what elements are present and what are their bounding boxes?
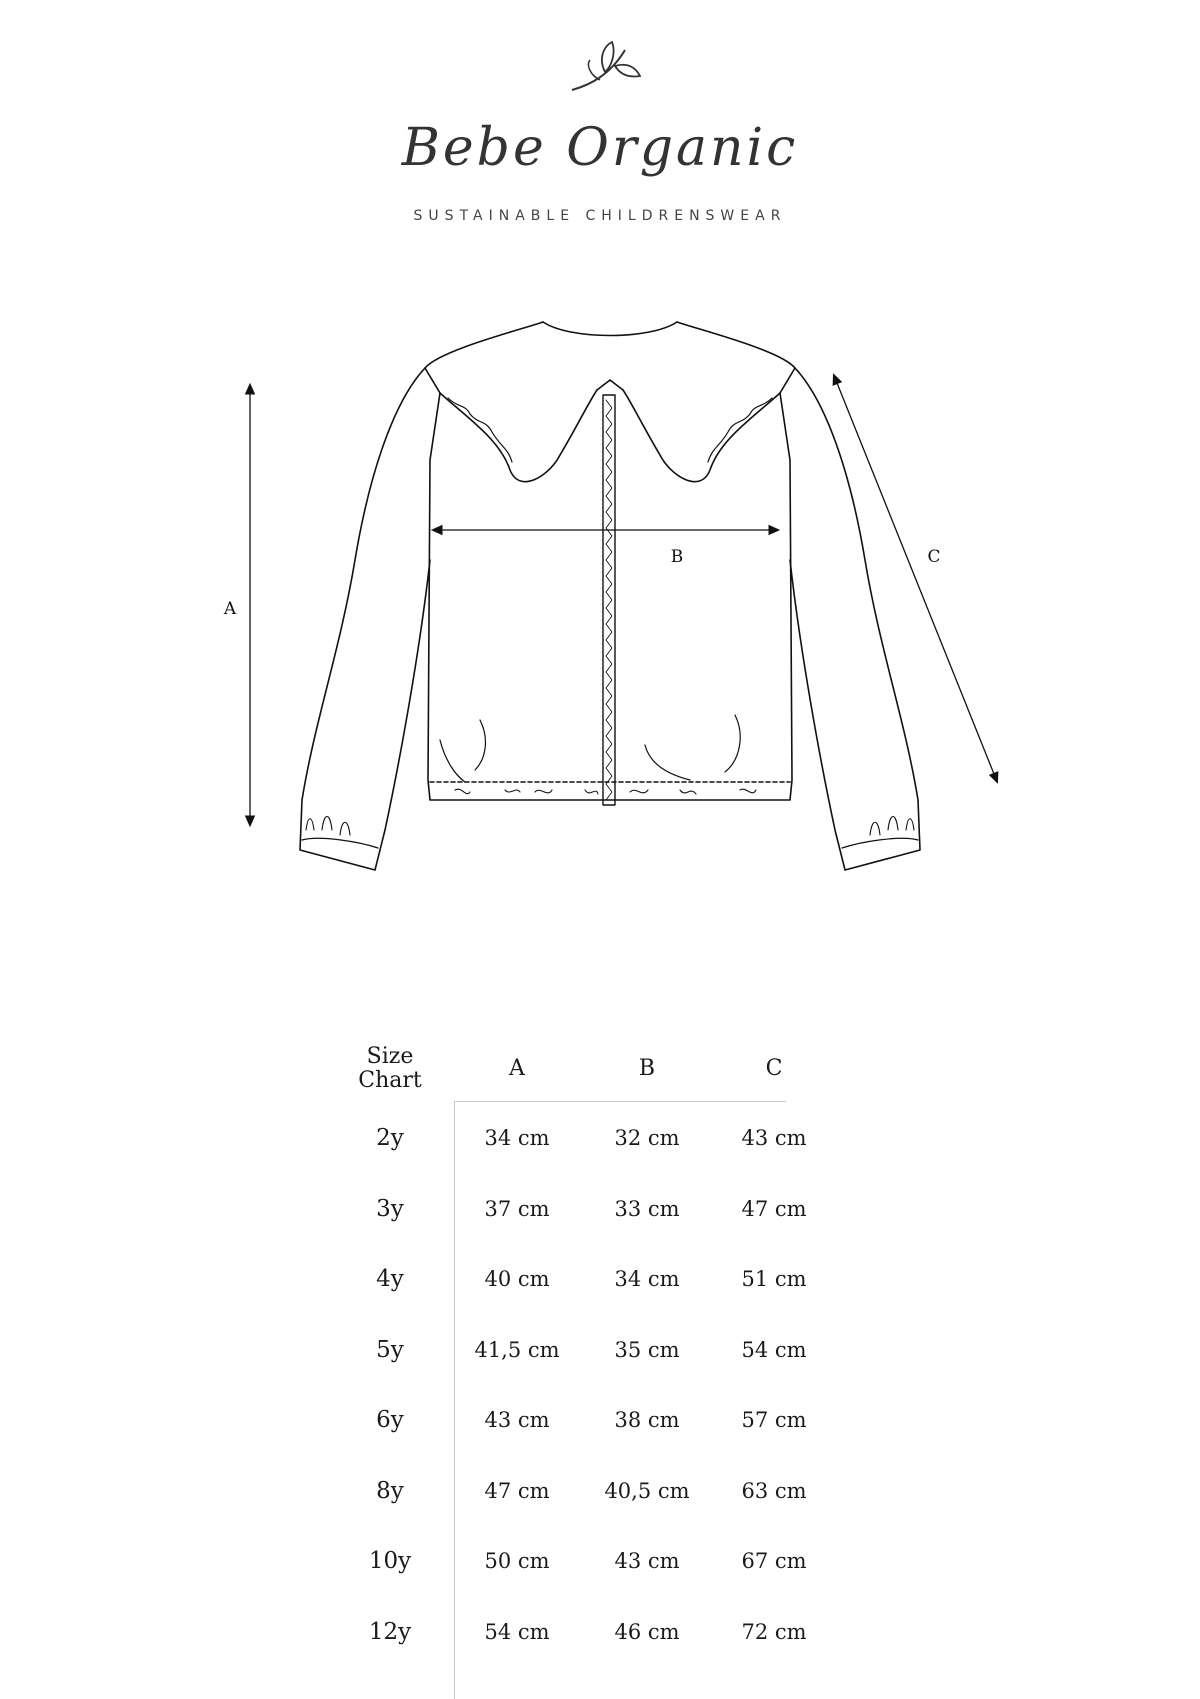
table-row: [350, 1405, 850, 1475]
measurement-a-cell: 54 cm: [484, 1619, 550, 1644]
measurement-a-cell: 43 cm: [484, 1408, 550, 1432]
measurement-b-cell: 40,5 cm: [604, 1478, 690, 1503]
header-divider: [454, 1101, 786, 1102]
table-row: [350, 1123, 850, 1193]
size-cell: 4y: [376, 1266, 404, 1292]
measurement-b-cell: 43 cm: [614, 1549, 680, 1573]
measurement-c-cell: 54 cm: [741, 1337, 807, 1362]
measurement-c-cell: 47 cm: [741, 1196, 807, 1221]
size-cell: 6y: [376, 1407, 404, 1433]
size-cell: 8y: [376, 1477, 404, 1504]
size-cell: 2y: [376, 1125, 404, 1151]
dimension-b-label: B: [670, 547, 684, 567]
measurement-b-cell: 33 cm: [614, 1196, 680, 1221]
measurement-c-cell: 43 cm: [741, 1126, 807, 1150]
size-cell: 5y: [376, 1336, 404, 1363]
table-row: [350, 1335, 850, 1405]
table-row: [350, 1617, 850, 1687]
measurement-b-cell: 35 cm: [614, 1337, 680, 1362]
measurement-b-cell: 34 cm: [614, 1267, 680, 1291]
measurement-c-cell: 51 cm: [741, 1267, 807, 1291]
measurement-a-cell: 50 cm: [484, 1549, 550, 1573]
jacket-outline: [300, 322, 920, 870]
measurement-c-cell: 72 cm: [741, 1619, 807, 1644]
size-cell: 12y: [368, 1618, 412, 1645]
measurement-a-cell: 40 cm: [484, 1267, 550, 1291]
column-header-b: B: [638, 1056, 656, 1081]
table-row: [350, 1476, 850, 1546]
dimension-c-arrow: [835, 378, 996, 779]
table-row: [350, 1546, 850, 1616]
measurement-a-cell: 47 cm: [484, 1478, 550, 1503]
dimension-a-label: A: [223, 599, 237, 619]
column-header-c: C: [765, 1056, 783, 1081]
size-cell: 3y: [376, 1195, 404, 1222]
brand-tagline: SUSTAINABLE CHILDRENSWEAR: [413, 208, 787, 224]
dimension-c-label: C: [927, 547, 941, 567]
size-chart-header: Size Chart: [358, 1044, 422, 1093]
brand-name: Bebe Organic: [401, 118, 799, 178]
measurement-c-cell: 57 cm: [741, 1408, 807, 1432]
measurement-a-cell: 41,5 cm: [474, 1337, 560, 1362]
table-row: [350, 1194, 850, 1264]
table-row: [350, 1264, 850, 1334]
measurement-b-cell: 38 cm: [614, 1408, 680, 1432]
measurement-c-cell: 67 cm: [741, 1549, 807, 1573]
measurement-a-cell: 37 cm: [484, 1196, 550, 1221]
size-cell: 10y: [368, 1548, 412, 1574]
measurement-c-cell: 63 cm: [741, 1478, 807, 1503]
measurement-b-cell: 32 cm: [614, 1126, 680, 1150]
measurement-b-cell: 46 cm: [614, 1619, 680, 1644]
column-header-a: A: [509, 1056, 525, 1081]
measurement-a-cell: 34 cm: [484, 1126, 550, 1150]
